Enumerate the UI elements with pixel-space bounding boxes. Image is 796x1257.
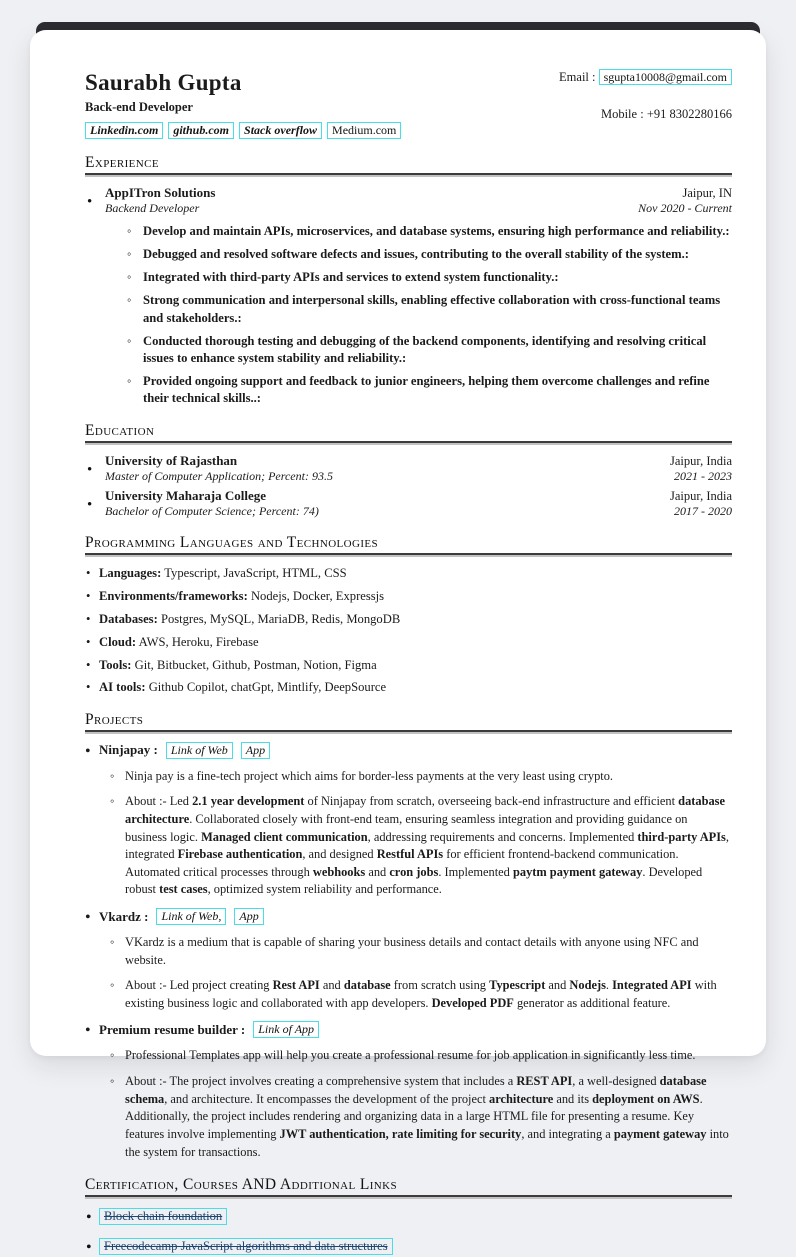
project-name: • Vkardz : xyxy=(99,908,149,924)
experience-bullet: ◦ Provided ongoing support and feedback to junior engineers, helping them overcome challenges and refine their technical skills..: xyxy=(143,373,732,407)
section-rule xyxy=(85,730,732,732)
experience-bullet-list xyxy=(105,223,732,407)
education-title: Education xyxy=(85,422,155,440)
skill-label: Databases: xyxy=(99,611,158,626)
project-premium-resume-builder xyxy=(85,1021,732,1161)
education-dates: 2017 - 2020 xyxy=(674,504,732,519)
skill-label: AI tools: xyxy=(99,680,146,695)
project-bullet: ◦ Professional Templates app will help you create a professional resume for job application in significantly less time. xyxy=(125,1047,732,1065)
skill-item xyxy=(99,634,732,650)
skill-value: AWS, Heroku, Firebase xyxy=(138,634,259,649)
skill-value: Nodejs, Docker, Expressjs xyxy=(250,588,385,603)
project-bullet: ◦ VKardz is a medium that is capable of sharing your business details and contact details with anyone using NFC and website. xyxy=(125,934,732,969)
experience-bullet: ◦ Debugged and resolved software defects and issues, contributing to the overall stability of the system.: xyxy=(143,246,732,263)
mobile-label: Mobile : xyxy=(600,107,644,121)
project-name: • Premium resume builder : xyxy=(99,1021,246,1037)
project-web-link[interactable]: Link of Web, xyxy=(156,908,226,925)
skill-label: Languages: xyxy=(99,566,162,581)
project-web-link[interactable]: Link of Web xyxy=(166,742,233,759)
project-bullet: ◦ Ninja pay is a fine-tech project which aims for border-less payments at the very least using crypto. xyxy=(125,768,732,786)
school-location: Jaipur, India xyxy=(670,454,732,469)
project-app-link[interactable]: App xyxy=(234,908,263,925)
project-ninjapay xyxy=(85,742,732,899)
email-line xyxy=(559,70,732,85)
school-name: • University of Rajasthan xyxy=(105,453,238,469)
skill-item xyxy=(99,565,732,581)
school-location: Jaipur, India xyxy=(670,489,732,504)
project-bullet: ◦ About :- The project involves creating a comprehensive system that includes a REST API, a well-designed database schema, and architecture. It encompasses the development of the project architecture and its deployment on AWS. Additionally, the project includes rendering and organizing data in a large HTML file for presenting a resume. Key features involve implementing JWT authentication, rate limiting for security, and integrating a payment gateway into the system for transactions. xyxy=(125,1073,732,1161)
mobile-line xyxy=(559,107,732,122)
project-vkardz xyxy=(85,908,732,1012)
github-link[interactable]: github.com xyxy=(168,122,234,139)
certification-list xyxy=(85,1207,732,1255)
experience-title: Experience xyxy=(85,154,159,171)
resume-header xyxy=(85,70,732,139)
education-entry xyxy=(85,488,732,519)
section-rule xyxy=(85,553,732,555)
project-bullet: ◦ About :- Led 2.1 year development of Ninjapay from scratch, overseeing back-end infrastructure and efficient database architecture. Collaborated closely with front-end team, ensuring seamless integration and providing guidance on business logic. Managed client communication, addressing requirements and concerns. Implemented third-party APIs, integrated Firebase authentication, and designed Restful APIs for efficient frontend-backend communication. Automated critical processes through webhooks and cron jobs. Implemented paytm payment gateway. Developed robust test cases, optimized system reliability and performance. xyxy=(125,793,732,899)
section-experience xyxy=(85,154,732,407)
section-education xyxy=(85,422,732,519)
skill-value: Typescript, JavaScript, HTML, CSS xyxy=(164,566,347,581)
school-name: • University Maharaja College xyxy=(105,488,267,504)
skill-item xyxy=(99,611,732,627)
person-name: Saurabh Gupta xyxy=(85,70,242,95)
experience-role-row xyxy=(105,201,732,216)
freecodecamp-link[interactable]: Freecodecamp JavaScript algorithms and data structures xyxy=(99,1238,393,1255)
skill-value: Postgres, MySQL, MariaDB, Redis, MongoDB xyxy=(160,611,401,626)
resume-page xyxy=(30,30,766,1254)
skill-list xyxy=(85,565,732,696)
section-skills xyxy=(85,534,732,696)
certification-item xyxy=(99,1237,732,1255)
certification-item xyxy=(99,1207,732,1225)
skill-value: Github Copilot, chatGpt, Mintlify, DeepSource xyxy=(148,680,387,695)
section-rule xyxy=(85,173,732,175)
header-left xyxy=(85,70,401,139)
degree: Master of Computer Application; Percent: 93.5 xyxy=(105,469,333,484)
project-app-link[interactable]: Link of App xyxy=(253,1021,319,1038)
skill-item xyxy=(99,657,732,673)
project-app-link[interactable]: App xyxy=(241,742,270,759)
company-name: • AppITron Solutions xyxy=(105,185,216,200)
job-dates: Nov 2020 - Current xyxy=(638,201,732,215)
degree: Bachelor of Computer Science; Percent: 74) xyxy=(105,504,319,519)
profile-links xyxy=(85,122,401,139)
project-bullet: ◦ About :- Led project creating Rest API and database from scratch using Typescript and Nodejs. Integrated API with existing business logic and collaborated with app developers. Developed PDF generator as additional feature. xyxy=(125,977,732,1012)
section-certifications xyxy=(85,1176,732,1255)
skill-label: Cloud: xyxy=(99,634,137,649)
email-link[interactable]: sgupta10008@gmail.com xyxy=(599,69,732,85)
skills-title: Programming Languages and Technologies xyxy=(85,534,379,552)
mobile-number: +91 8302280166 xyxy=(646,107,732,121)
company-location: Jaipur, IN xyxy=(682,186,732,200)
experience-entry-row xyxy=(105,185,732,201)
section-projects xyxy=(85,711,732,1161)
blockchain-foundation-link[interactable]: Block chain foundation xyxy=(99,1208,227,1225)
experience-bullet: ◦ Strong communication and interpersonal skills, enabling effective collaboration with cross-functional teams and stakeholders.: xyxy=(143,292,732,326)
medium-link[interactable]: Medium.com xyxy=(327,122,401,139)
education-dates: 2021 - 2023 xyxy=(674,469,732,484)
certifications-title: Certification, Courses AND Additional Links xyxy=(85,1176,398,1194)
job-title: Backend Developer xyxy=(105,201,200,215)
stackoverflow-link[interactable]: Stack overflow xyxy=(239,122,322,139)
projects-title: Projects xyxy=(85,710,144,728)
person-role: Back-end Developer xyxy=(85,100,193,114)
email-label: Email : xyxy=(559,70,596,84)
section-rule xyxy=(85,441,732,443)
skill-label: Tools: xyxy=(99,657,132,672)
skill-item xyxy=(99,679,732,695)
project-name: • Ninjapay : xyxy=(99,742,158,758)
skill-item xyxy=(99,588,732,604)
education-entry xyxy=(85,453,732,484)
experience-bullet: ◦ Conducted thorough testing and debugging of the backend components, identifying and resolving critical issues to enhance system stability and reliability.: xyxy=(143,333,732,367)
section-rule xyxy=(85,1195,732,1197)
experience-bullet: ◦ Develop and maintain APIs, microservices, and database systems, ensuring high performance and reliability.: xyxy=(143,223,732,240)
skill-value: Git, Bitbucket, Github, Postman, Notion, Figma xyxy=(134,657,377,672)
experience-bullet: ◦ Integrated with third-party APIs and services to extend system functionality.: xyxy=(143,269,732,286)
linkedin-link[interactable]: Linkedin.com xyxy=(85,122,163,139)
header-right xyxy=(559,70,732,126)
experience-entry xyxy=(85,185,732,407)
skill-label: Environments/frameworks: xyxy=(99,588,248,603)
